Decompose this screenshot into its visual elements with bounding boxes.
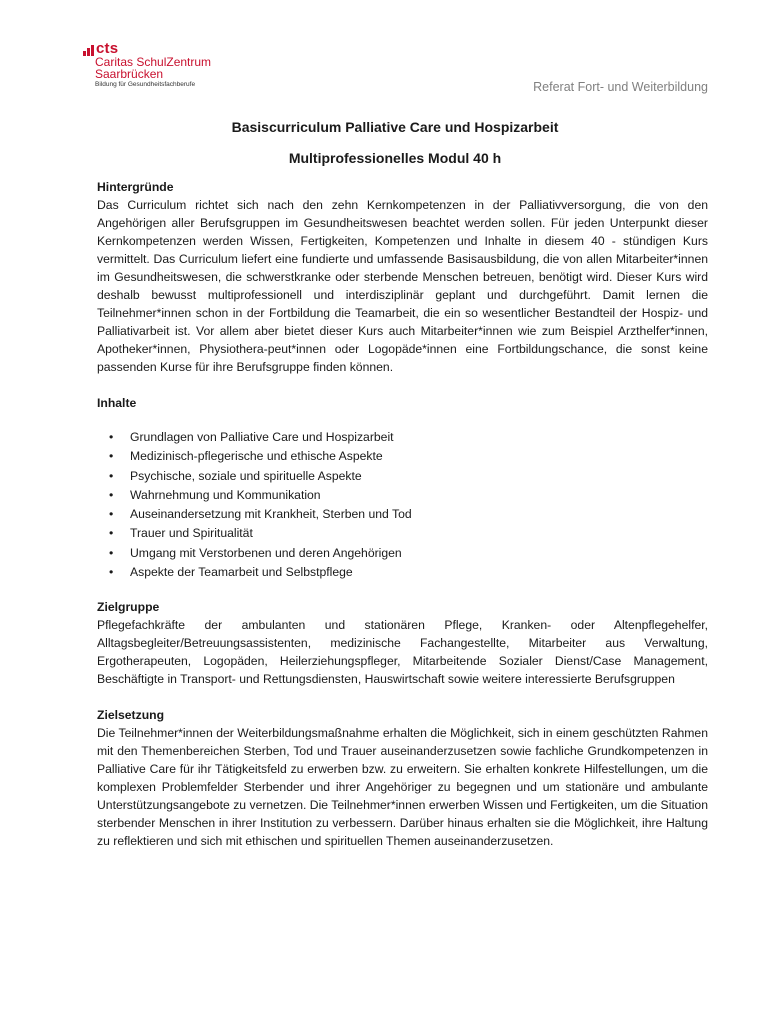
heading-zielgruppe: Zielgruppe: [97, 600, 160, 615]
section-hintergruende: [97, 178, 708, 376]
list-item: • Psychische, soziale und spirituelle Aspekte: [97, 467, 708, 486]
logo-line1: Caritas SchulZentrum: [95, 55, 212, 69]
heading-inhalte: Inhalte: [97, 396, 137, 410]
list-item: • Wahrnehmung und Kommunikation: [97, 486, 708, 505]
list-item: • Umgang mit Verstorbenen und deren Angehörigen: [97, 544, 708, 563]
text-zielgruppe: Pflegefachkräfte der ambulanten und stationären Pflege, Kranken- oder Altenpflegehelfer, Alltagsbegleiter/Betreuungsassistenten, medizinische Fachangestellte, Mitarbeiter aus Verwaltung, Ergotherapeuten, Logopäden, Heilerziehungspfleger, Mitarbeitende Sozialer Dienst/Case Management, Beschäftigte in Transport- und Rettungsdiensten, Hauswirtschaft sowie weitere interessierte Berufsgruppen: [97, 618, 708, 687]
document-subtitle: Multiprofessionelles Modul 40 h: [288, 150, 502, 166]
heading-zielsetzung: Zielsetzung: [97, 708, 165, 723]
section-inhalte: [97, 394, 708, 582]
cts-logo-mark: [83, 42, 243, 56]
document-title: Basiscurriculum Palliative Care und Hospizarbeit: [231, 119, 559, 135]
inhalte-list: [97, 428, 708, 582]
logo-bars-icon: [83, 45, 94, 56]
logo-tagline: Bildung für Gesundheitsfachberufe: [95, 81, 196, 88]
text-hintergruende: Das Curriculum richtet sich nach den zehn Kernkompetenzen in der Palliativversorgung, die von den Angehörigen aller Berufsgruppen im Gesundheitswesen beachtet werden sollen. Für jeden Unterpunkt dieser Kernkompetenzen werden Wissen, Fertigkeiten, Kompetenzen und Inhalte in diesem 40 - stündigen Kurs vermittelt. Das Curriculum liefert eine fundierte und umfassende Basisausbildung, die von allen Mitarbeiter*innen im Gesundheitswesen, die schwerstkranke oder sterbende Menschen betreuen, benötigt wird. Dieser Kurs wird deshalb bewusst multiprofessionell und interdisziplinär geplant und durchgeführt. Damit lernen die Teilnehmer*innen schon in der Fortbildung die Teamarbeit, die ein so wesentlicher Bestandteil der Hospiz- und Palliativarbeit ist. Vor allem aber bietet dieser Kurs auch Mitarbeiter*innen wie zum Beispiel Arzthelfer*innen, Apotheker*innen, Physiothera-peut*innen oder Logopäde*innen eine Fortbildungschance, die sonst keine passenden Kurse für ihre Berufsgruppe finden können.: [97, 198, 708, 374]
list-item: • Trauer und Spiritualität: [97, 524, 708, 543]
list-item: • Medizinisch-pflegerische und ethische Aspekte: [97, 447, 708, 466]
department-label: Referat Fort- und Weiterbildung: [533, 80, 708, 94]
logo-line2: Saarbrücken: [95, 67, 164, 81]
logo: [83, 42, 243, 90]
logo-cts-text: cts: [96, 40, 119, 57]
section-zielgruppe: [97, 598, 708, 688]
text-zielsetzung: Die Teilnehmer*innen der Weiterbildungsmaßnahme erhalten die Möglichkeit, sich in einem geschützten Rahmen mit den Themenbereichen Sterben, Tod und Trauer auseinanderzusetzen sowie fachliche Grundkompetenzen in Palliative Care für ihr Tätigkeitsfeld zu erwerben bzw. zu erweitern. Sie erhalten konkrete Hilfestellungen, um die komplexen Problemfelder Sterbender und ihrer Angehöriger zu begegnen und um stationäre und ambulante Unterstützungsangebote zu vernetzen. Die Teilnehmer*innen erwerben Wissen und Fertigkeiten, um die Situation sterbender Menschen in ihrer Institution zu verbessern. Darüber hinaus erhalten sie die Möglichkeit, ihre Haltung zu reflektieren und sich mit ethischen und spirituellen Themen auseinanderzusetzen.: [97, 726, 708, 849]
document-body: [97, 178, 708, 850]
heading-hintergruende: Hintergründe: [97, 180, 174, 194]
list-item: • Grundlagen von Palliative Care und Hospizarbeit: [97, 428, 708, 447]
list-item: • Aspekte der Teamarbeit und Selbstpflege: [97, 563, 708, 582]
section-zielsetzung: [97, 706, 708, 850]
list-item: • Auseinandersetzung mit Krankheit, Sterben und Tod: [97, 505, 708, 524]
